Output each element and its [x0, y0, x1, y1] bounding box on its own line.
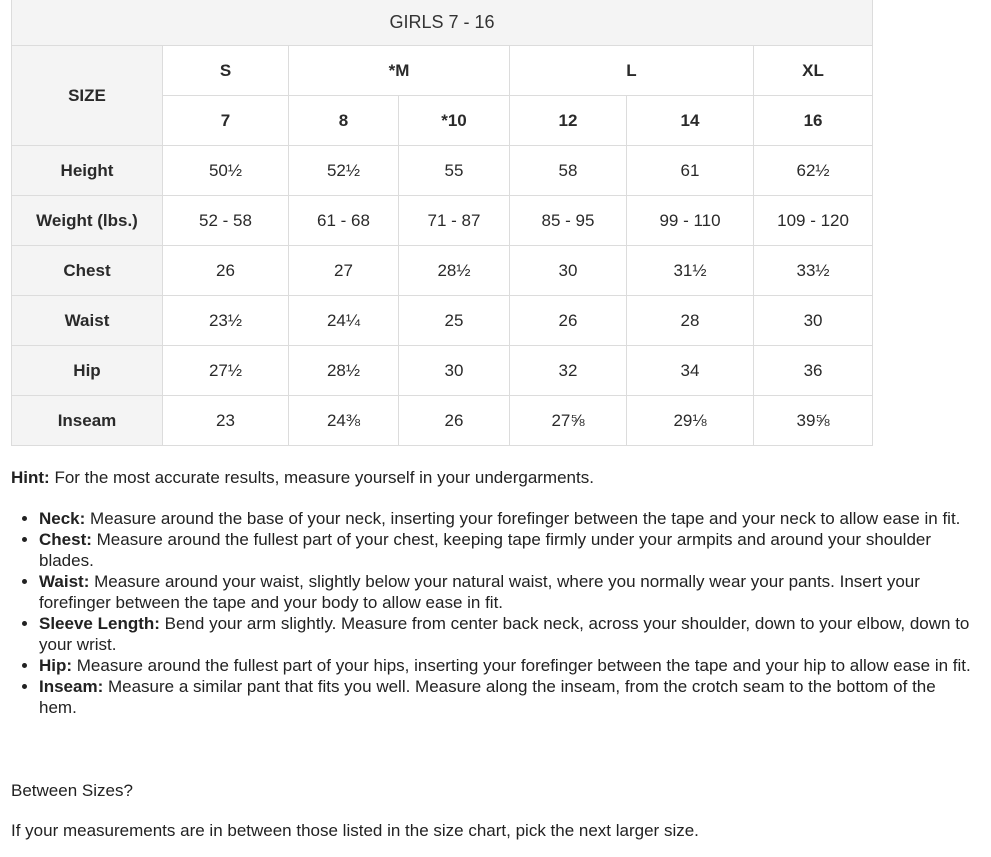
guide-text: Measure around the fullest part of your chest, keeping tape firmly under your armpits and around your shoulder blades.	[39, 530, 932, 570]
table-cell: 26	[399, 396, 510, 446]
table-cell: 71 - 87	[399, 196, 510, 246]
table-cell: 61 - 68	[289, 196, 399, 246]
table-cell: 30	[510, 246, 627, 296]
guide-text: Measure around the fullest part of your hips, inserting your forefinger between the tape and your hip to allow ease in fit.	[72, 656, 971, 675]
table-cell: 30	[754, 296, 873, 346]
table-cell: 24¼	[289, 296, 399, 346]
table-cell: 36	[754, 346, 873, 396]
table-cell: 61	[627, 146, 754, 196]
guide-term-waist: Waist:	[39, 572, 90, 591]
table-title: GIRLS 7 - 16	[12, 0, 873, 46]
table-cell: 27⅝	[510, 396, 627, 446]
size-number: 14	[627, 96, 754, 146]
between-sizes-heading: Between Sizes?	[11, 781, 133, 800]
size-number: 8	[289, 96, 399, 146]
table-cell: 24⅜	[289, 396, 399, 446]
table-cell: 26	[163, 246, 289, 296]
list-item	[39, 676, 976, 718]
size-number: 7	[163, 96, 289, 146]
table-cell: 27½	[163, 346, 289, 396]
size-group-m: *M	[289, 46, 510, 96]
table-cell: 23	[163, 396, 289, 446]
measurement-guide-list	[11, 508, 976, 718]
table-cell: 28½	[289, 346, 399, 396]
table-cell: 52½	[289, 146, 399, 196]
table-cell: 28½	[399, 246, 510, 296]
guide-text: Measure a similar pant that fits you well. Measure along the inseam, from the crotch seam to the bottom of the hem.	[39, 677, 936, 717]
guide-text: Bend your arm slightly. Measure from center back neck, across your shoulder, down to your elbow, down to your wrist.	[39, 614, 970, 654]
guide-term-inseam: Inseam:	[39, 677, 104, 696]
list-item	[39, 571, 976, 613]
size-group-l: L	[510, 46, 754, 96]
row-label-chest: Chest	[12, 246, 163, 296]
table-cell: 23½	[163, 296, 289, 346]
row-label-weight: Weight (lbs.)	[12, 196, 163, 246]
table-cell: 99 - 110	[627, 196, 754, 246]
hint-label: Hint:	[11, 468, 50, 487]
table-cell: 33½	[754, 246, 873, 296]
guide-text: Measure around your waist, slightly below your natural waist, where you normally wear your pants. Insert your forefinger between the tape and your body to allow ease in fit.	[39, 572, 920, 612]
table-cell: 29⅛	[627, 396, 754, 446]
list-item	[39, 655, 976, 676]
table-cell: 50½	[163, 146, 289, 196]
row-label-inseam: Inseam	[12, 396, 163, 446]
table-cell: 32	[510, 346, 627, 396]
size-group-s: S	[163, 46, 289, 96]
list-item	[39, 529, 976, 571]
row-label-height: Height	[12, 146, 163, 196]
hint-text: For the most accurate results, measure yourself in your undergarments.	[49, 468, 594, 487]
guide-term-sleeve-length: Sleeve Length:	[39, 614, 160, 633]
size-number: *10	[399, 96, 510, 146]
guide-text: Measure around the base of your neck, inserting your forefinger between the tape and your neck to allow ease in fit.	[85, 509, 961, 528]
guide-term-hip: Hip:	[39, 656, 73, 675]
guide-term-chest: Chest:	[39, 530, 92, 549]
size-group-xl: XL	[754, 46, 873, 96]
row-label-waist: Waist	[12, 296, 163, 346]
table-cell: 52 - 58	[163, 196, 289, 246]
table-cell: 34	[627, 346, 754, 396]
table-row	[12, 146, 873, 196]
size-number: 16	[754, 96, 873, 146]
table-row	[12, 396, 873, 446]
size-header: SIZE	[12, 46, 163, 146]
table-cell: 25	[399, 296, 510, 346]
table-cell: 58	[510, 146, 627, 196]
list-item	[39, 613, 976, 655]
table-row	[12, 296, 873, 346]
hint-paragraph	[11, 467, 594, 489]
guide-term-neck: Neck:	[39, 509, 86, 528]
table-cell: 62½	[754, 146, 873, 196]
between-sizes-text: If your measurements are in between those listed in the size chart, pick the next larger size.	[11, 821, 699, 840]
table-cell: 28	[627, 296, 754, 346]
table-cell: 30	[399, 346, 510, 396]
table-row	[12, 246, 873, 296]
row-label-hip: Hip	[12, 346, 163, 396]
list-item	[39, 508, 976, 529]
table-cell: 26	[510, 296, 627, 346]
table-cell: 55	[399, 146, 510, 196]
table-cell: 27	[289, 246, 399, 296]
table-row	[12, 196, 873, 246]
table-cell: 85 - 95	[510, 196, 627, 246]
size-number: 12	[510, 96, 627, 146]
table-cell: 39⅝	[754, 396, 873, 446]
table-cell: 109 - 120	[754, 196, 873, 246]
size-chart-table	[11, 0, 873, 446]
table-cell: 31½	[627, 246, 754, 296]
table-row	[12, 346, 873, 396]
